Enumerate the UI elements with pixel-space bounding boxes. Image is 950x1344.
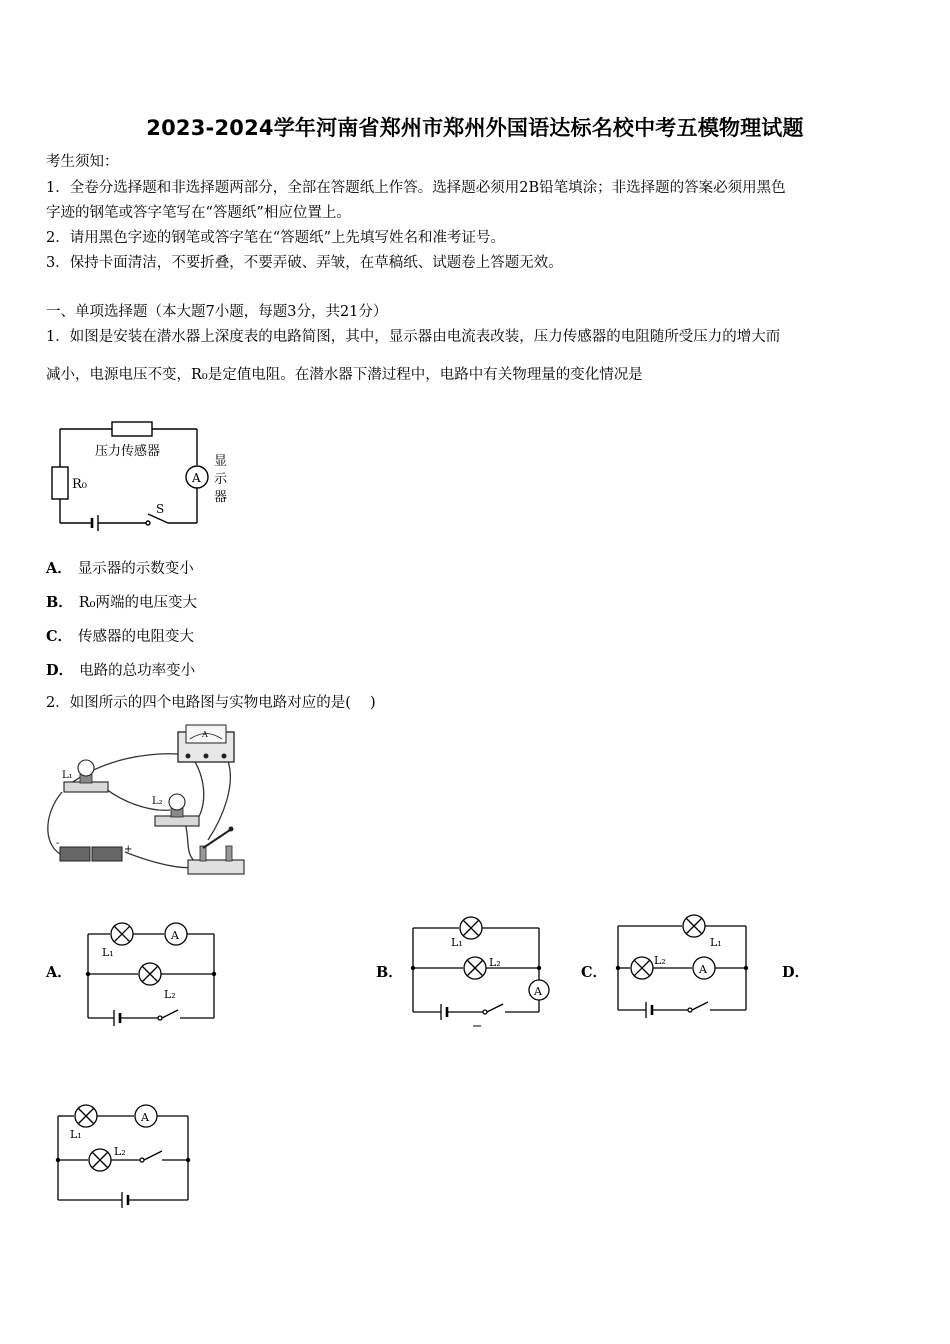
q2-option-a-letter[interactable]: A．	[46, 964, 72, 981]
section-heading: 一、单项选择题（本大题7小题，每题3分，共21分）	[46, 304, 388, 320]
l1-label: L₁	[451, 936, 463, 949]
switch-label: S	[156, 502, 165, 516]
notice-heading: 考生须知：	[46, 154, 119, 170]
notice-item-2: 2．请用黑色字迹的钢笔或答字笔在“答题纸”上先填写姓名和准考证号。	[46, 230, 506, 246]
notice-item-1-cont: 字迹的钢笔或答字笔写在“答题纸”相应位置上。	[46, 205, 351, 221]
meter-label: A	[141, 1111, 149, 1124]
photo-l2-label: L₂	[152, 796, 163, 807]
display-label-1: 显	[214, 454, 228, 469]
option-text: R₀两端的电压变大	[78, 595, 197, 611]
l1-label: L₁	[710, 936, 722, 949]
notice-item-3: 3．保持卡面清洁，不要折叠，不要弄破、弄皱，在草稿纸、试题卷上答题无效。	[46, 255, 563, 271]
page-title: 2023-2024学年河南省郑州市郑州外国语达标名校中考五模物理试题	[146, 116, 804, 140]
meter-label: A	[699, 963, 707, 976]
option-letter: A．	[46, 560, 72, 577]
ammeter-label: A	[192, 471, 201, 485]
bulb-l1	[62, 760, 108, 792]
q1-option-a[interactable]	[46, 557, 194, 578]
q1-option-b[interactable]	[46, 591, 197, 612]
q2-circuit-c	[610, 910, 755, 1025]
l2-label: L₂	[114, 1145, 126, 1158]
q2-circuit-b	[405, 910, 555, 1035]
q1-circuit-figure	[40, 415, 250, 540]
photo-minus-label: -	[56, 838, 60, 849]
photo-plus-label: +	[124, 844, 133, 855]
notice-item-1: 1．全卷分选择题和非选择题两部分，全部在答题纸上作答。选择题必须用2B铅笔填涂；非选择题的答案必须用黑色	[46, 180, 786, 196]
meter-label: A	[534, 985, 542, 998]
l2-label: L₂	[489, 956, 501, 969]
display-label-3: 器	[214, 490, 228, 505]
q2-physical-circuit	[40, 722, 255, 884]
l2-label: L₂	[654, 954, 666, 967]
q2-circuit-a	[80, 918, 225, 1028]
option-text: 电路的总功率变小	[79, 663, 196, 679]
sensor-label: 压力传感器	[95, 444, 161, 459]
q1-option-d[interactable]	[46, 659, 195, 680]
option-text: 显示器的示数变小	[77, 561, 194, 577]
meter-label: A	[171, 929, 179, 942]
option-text: 传感器的电阻变大	[78, 629, 195, 645]
l1-label: L₁	[102, 946, 114, 959]
q2-option-c-letter[interactable]: C．	[581, 964, 608, 981]
r0-label: R₀	[72, 477, 87, 492]
photo-meter-label: A	[202, 730, 208, 739]
photo-l1-label: L₁	[62, 770, 73, 781]
q1-option-c[interactable]	[46, 625, 194, 646]
battery-pack	[56, 838, 132, 861]
l1-label: L₁	[70, 1128, 82, 1141]
option-letter: B．	[46, 594, 73, 611]
q2-option-d-letter[interactable]: D．	[782, 964, 810, 981]
q2-option-b-letter[interactable]: B．	[376, 964, 403, 981]
l2-label: L₂	[164, 988, 176, 1001]
option-letter: C．	[46, 628, 73, 645]
knife-switch	[188, 827, 244, 875]
ammeter-device	[178, 725, 234, 762]
option-letter: D．	[46, 662, 74, 679]
q1-stem-line2: 减小，电源电压不变，R₀是定值电阻。在潜水器下潜过程中，电路中有关物理量的变化情况是	[46, 367, 643, 383]
q2-circuit-d	[50, 1100, 200, 1210]
q2-stem: 2．如图所示的四个电路图与实物电路对应的是( )	[46, 695, 376, 711]
display-label-2: 示	[214, 472, 228, 487]
q1-stem-line1: 1．如图是安装在潜水器上深度表的电路简图，其中，显示器由电流表改装，压力传感器的电阻随所受压力的增大而	[46, 329, 781, 345]
